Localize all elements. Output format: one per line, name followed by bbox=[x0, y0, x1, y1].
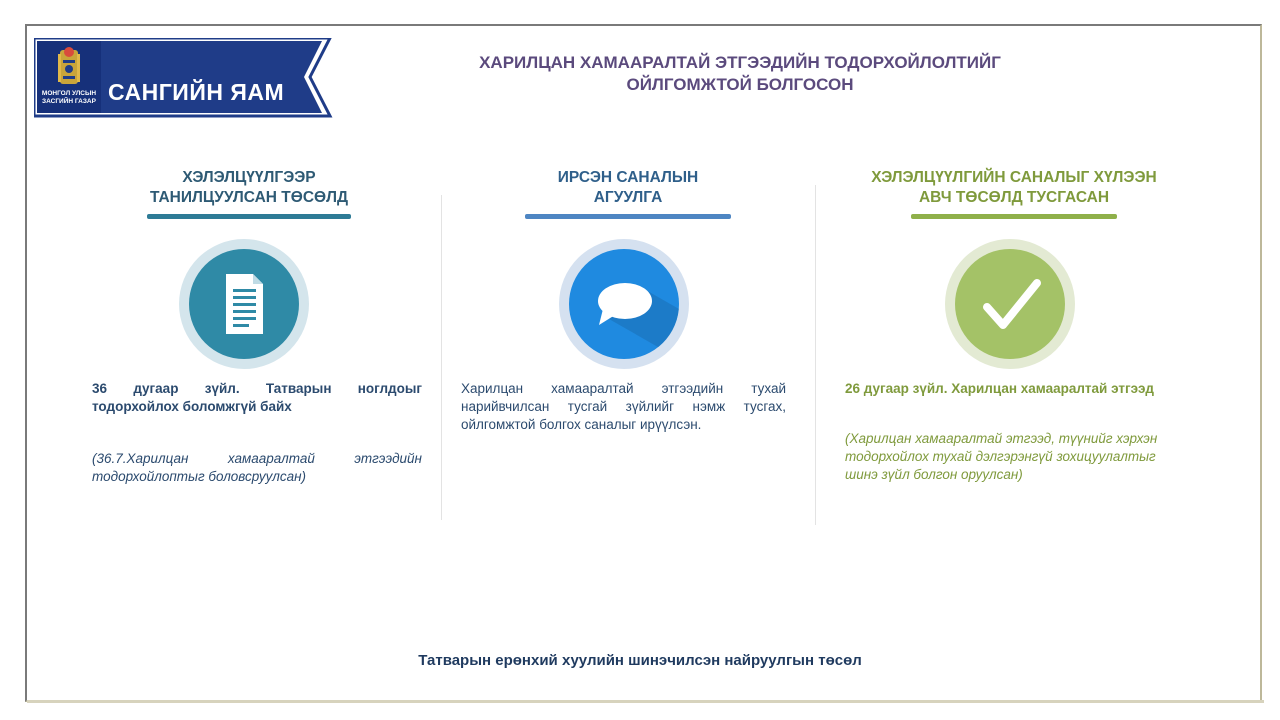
column-2-icon-ring bbox=[559, 239, 689, 369]
column-accepted-proposals bbox=[855, 168, 1173, 219]
column-3-title-line1: ХЭЛЭЛЦҮҮЛГИЙН САНАЛЫГ ХҮЛЭЭН bbox=[871, 169, 1157, 186]
column-3-article: 26 дугаар зүйл. Харилцан хамааралтай этгээд bbox=[845, 381, 1154, 396]
column-3-icon-ring bbox=[945, 239, 1075, 369]
footer-caption: Татварын ерөнхий хуулийн шинэчилсэн найруулгын төсөл bbox=[418, 652, 862, 669]
column-1-title-line1: ХЭЛЭЛЦҮҮЛГЭЭР bbox=[182, 169, 316, 186]
ministry-ribbon bbox=[34, 38, 334, 118]
column-2-underline bbox=[525, 214, 731, 219]
checkmark-icon bbox=[955, 249, 1065, 359]
frame-shadow bbox=[27, 700, 1264, 703]
speech-bubble-icon bbox=[569, 249, 679, 359]
column-received-proposals bbox=[510, 168, 746, 219]
column-1-title-line2: ТАНИЛЦУУЛСАН ТӨСӨЛД bbox=[150, 189, 348, 206]
column-2-title-line2: АГУУЛГА bbox=[593, 189, 663, 206]
page-title-line1: ХАРИЛЦАН ХАМААРАЛТАЙ ЭТГЭЭДИЙН ТОДОРХОЙЛОЛТИЙГ bbox=[479, 53, 1001, 72]
page-title-line2: ОЙЛГОМЖТОЙ БОЛГОСОН bbox=[626, 75, 854, 94]
column-divider-1 bbox=[441, 195, 442, 520]
column-3-underline bbox=[911, 214, 1117, 219]
column-1-title bbox=[130, 168, 368, 208]
column-1-underline bbox=[147, 214, 351, 219]
column-3-title-line2: АВЧ ТӨСӨЛД ТУСГАСАН bbox=[918, 189, 1110, 206]
ministry-name: САНГИЙН ЯАМ bbox=[108, 79, 285, 105]
column-3-title bbox=[855, 168, 1173, 208]
column-1-icon-ring bbox=[179, 239, 309, 369]
column-divider-2 bbox=[815, 185, 816, 525]
column-2-text: Харилцан хамааралтай этгээдийн тухай нарийвчилсан тусгай зүйлийг нэмж тусгах, ойлгомжтой болгох саналыг ирүүлсэн. bbox=[461, 381, 786, 432]
column-1-note: (36.7.Харилцан хамааралтай этгээдийн тодорхойлоптыг боловсруулсан) bbox=[92, 451, 422, 484]
column-project-intro bbox=[130, 168, 368, 219]
column-1-article: 36 дугаар зүйл. Татварын ноглдоыг тодорхойлох боломжгүй байх bbox=[92, 381, 422, 414]
emblem-caption: МОНГОЛ УЛСЫН ЗАСГИЙН ГАЗАР bbox=[41, 90, 97, 105]
document-icon bbox=[189, 249, 299, 359]
column-3-note: (Харилцан хамааралтай этгээд, түүнийг хэрхэн тодорхойлох тухай дэлгэрэнгүй зохицуулалтыг шинэ зүйл болгон оруулсан) bbox=[845, 431, 1158, 482]
page-title bbox=[420, 52, 1060, 96]
column-2-title bbox=[510, 168, 746, 208]
column-2-title-line1: ИРСЭН САНАЛЫН bbox=[557, 169, 699, 186]
